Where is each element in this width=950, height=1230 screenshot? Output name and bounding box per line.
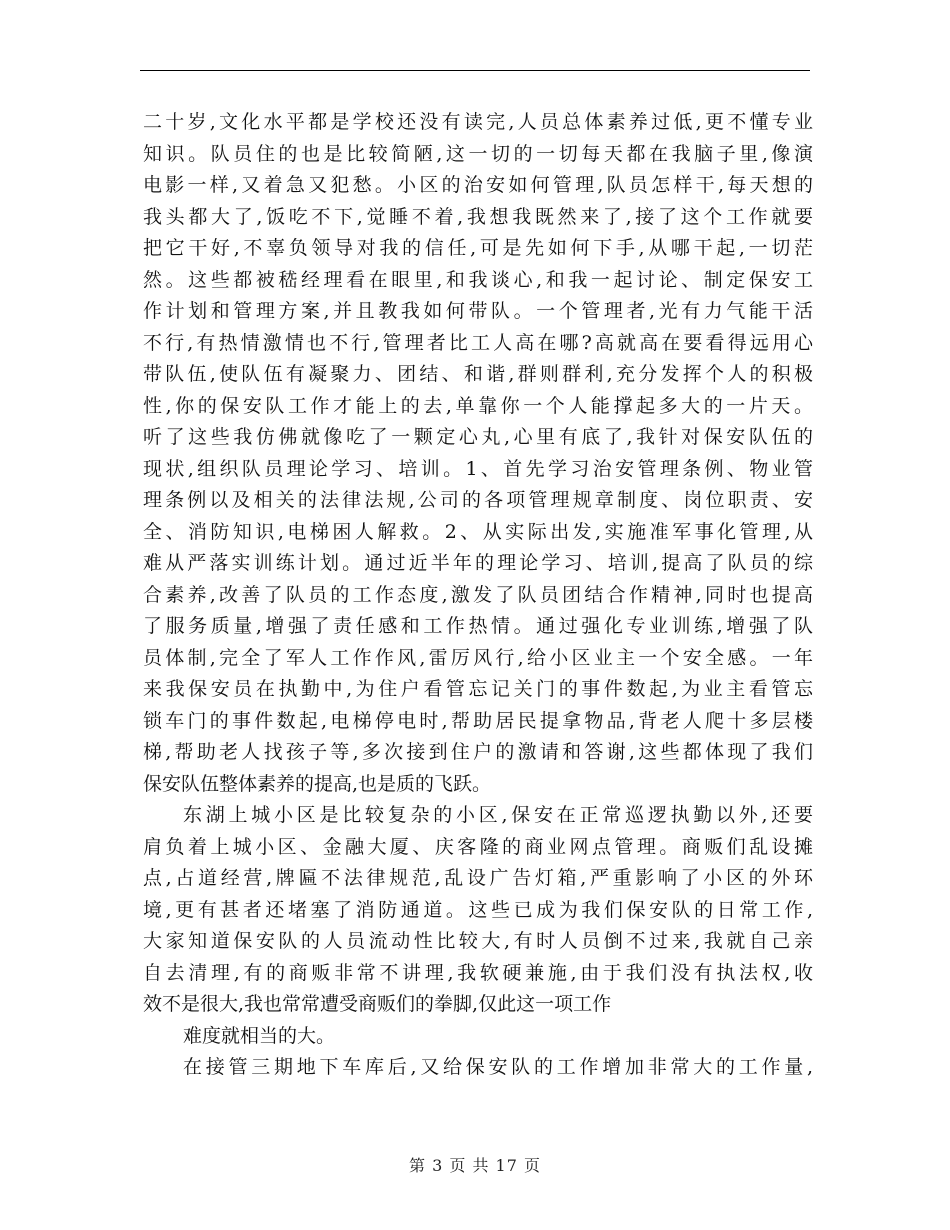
text-line: 大家知道保安队的人员流动性比较大,有时人员倒不过来,我就自己亲 [143,930,813,952]
document-body [143,107,813,1084]
text-line: 梯,帮助老人找孩子等,多次接到住户的激请和答谢,这些都体现了我们 [143,741,813,763]
text-line: 合素养,改善了队员的工作态度,激发了队员团结合作精神,同时也提高 [143,583,813,606]
text-line: 效不是很大,我也常常遭受商贩们的拳脚,仅此这一项工作 [143,993,612,1015]
text-line: 保安队伍整体素养的提高,也是质的飞跃。 [143,772,492,795]
text-line: 知识。队员住的也是比较简陋,这一切的一切每天都在我脑子里,像演 [143,142,813,165]
text-line: 把它干好,不辜负领导对我的信任,可是先如何下手,从哪干起,一切茫 [143,237,813,259]
text-line: 锁车门的事件数起,电梯停电时,帮助居民提拿物品,背老人爬十多层楼 [143,709,813,732]
text-line: 性,你的保安队工作才能上的去,单靠你一个人能撑起多大的一片天。 [143,394,813,417]
text-line: 全、消防知识,电梯困人解救。2、从实际出发,实施准军事化管理,从 [143,520,813,543]
text-line: 现状,组织队员理论学习、培训。1、首先学习治安管理条例、物业管 [143,457,813,480]
text-line: 理条例以及相关的法律法规,公司的各项管理规章制度、岗位职责、安 [143,489,813,511]
text-line: 听了这些我仿佛就像吃了一颗定心丸,心里有底了,我针对保安队伍的 [143,426,813,448]
text-line: 了服务质量,增强了责任感和工作热情。通过强化专业训练,增强了队 [143,615,813,637]
text-line: 肩负着上城小区、金融大厦、庆客隆的商业网点管理。商贩们乱设摊 [143,835,813,858]
text-line: 我头都大了,饭吃不下,觉睡不着,我想我既然来了,接了这个工作就要 [143,205,813,228]
text-line: 在接管三期地下车库后,又给保安队的工作增加非常大的工作量, [183,1056,813,1078]
text-line: 员体制,完全了军人工作作风,雷厉风行,给小区业主一个安全感。一年 [143,646,813,669]
page-number: 第 3 页 共 17 页 [409,1156,541,1175]
header-rule [140,70,810,71]
text-line: 不行,有热情激情也不行,管理者比工人高在哪?高就高在要看得远用心 [143,331,813,354]
text-line: 带队伍,使队伍有凝聚力、团结、和谐,群则群利,充分发挥个人的积极 [143,363,813,385]
text-line: 作计划和管理方案,并且教我如何带队。一个管理者,光有力气能干活 [143,300,813,322]
text-line: 难从严落实训练计划。通过近半年的理论学习、培训,提高了队员的综 [143,552,813,574]
text-line: 点,占道经营,牌匾不法律规范,乱设广告灯箱,严重影响了小区的外环 [143,867,813,889]
text-line: 来我保安员在执勤中,为住户看管忘记关门的事件数起,为业主看管忘 [143,678,813,700]
text-line: 然。这些都被嵇经理看在眼里,和我谈心,和我一起讨论、制定保安工 [143,268,813,291]
text-line: 东湖上城小区是比较复杂的小区,保安在正常巡逻执勤以外,还要 [183,804,813,826]
text-line: 电影一样,又着急又犯愁。小区的治安如何管理,队员怎样干,每天想的 [143,174,813,196]
text-line: 自去清理,有的商贩非常不讲理,我软硬兼施,由于我们没有执法权,收 [143,961,813,984]
text-line: 二十岁,文化水平都是学校还没有读完,人员总体素养过低,更不懂专业 [143,111,813,133]
text-line: 难度就相当的大。 [183,1024,336,1047]
text-line: 境,更有甚者还堵塞了消防通道。这些已成为我们保安队的日常工作, [143,898,813,921]
